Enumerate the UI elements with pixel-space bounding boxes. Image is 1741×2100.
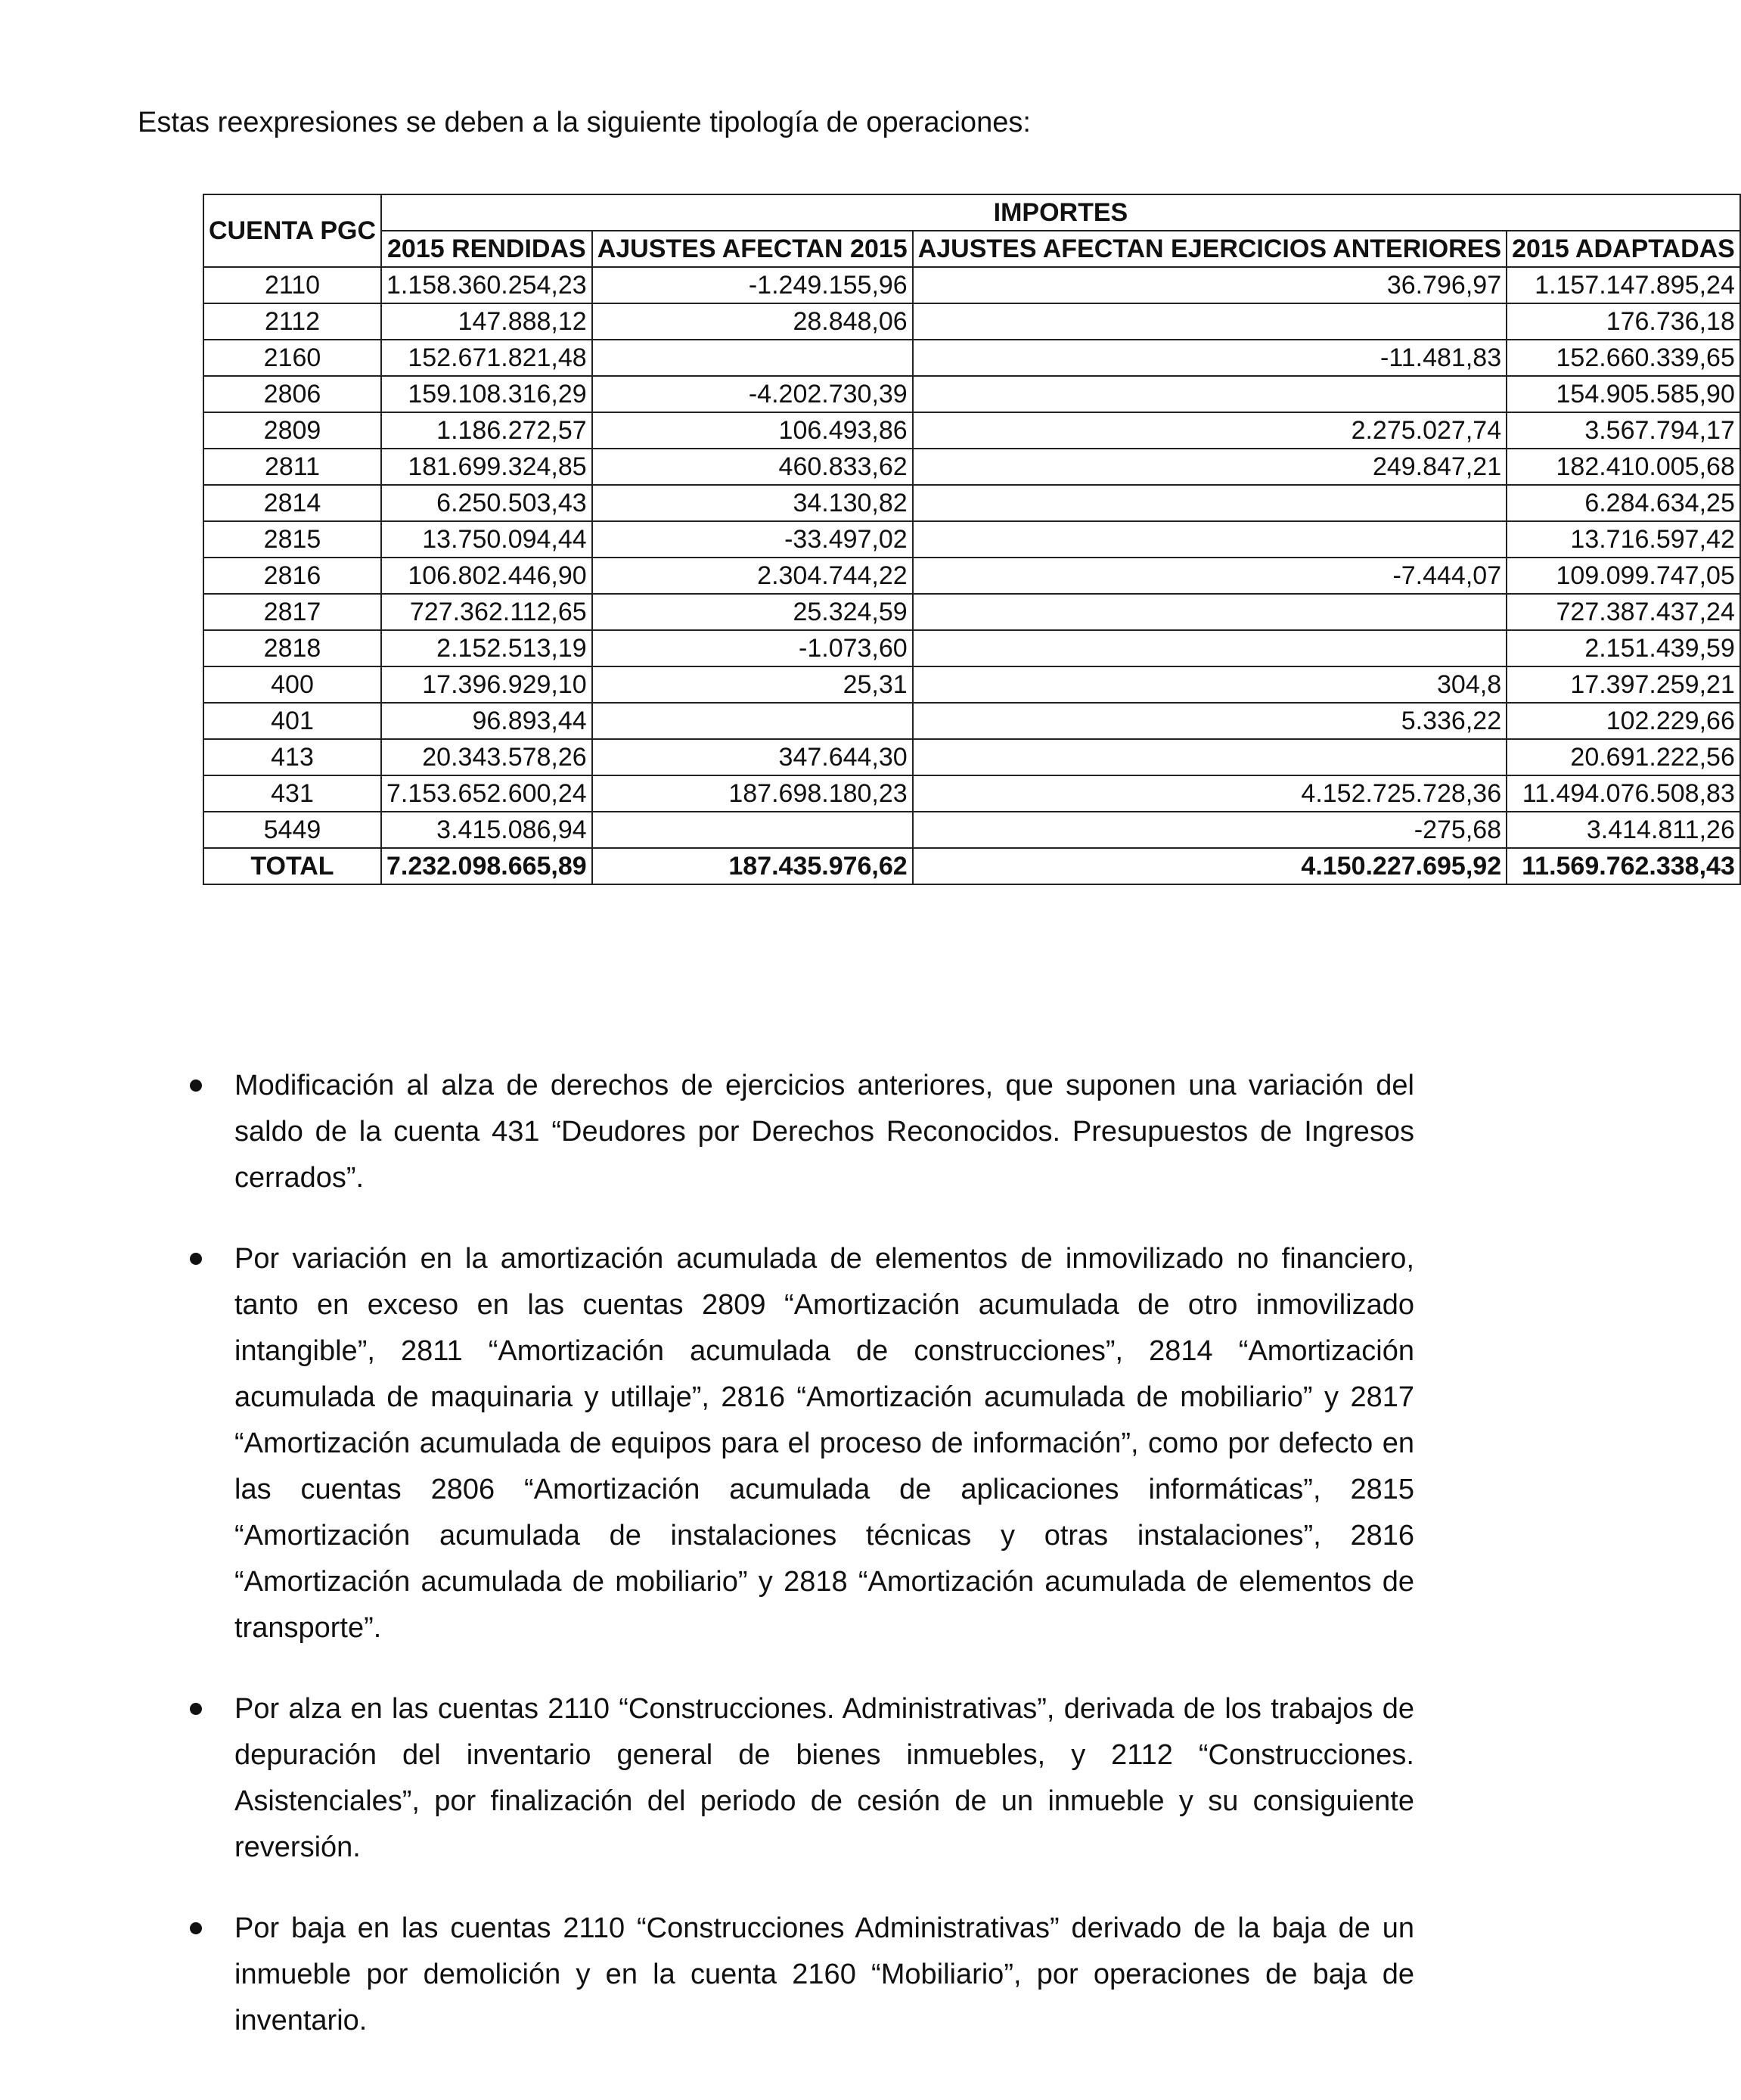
cell-cuenta: 2809 — [203, 412, 381, 449]
cell-ajustes-2015 — [592, 812, 913, 848]
cell-cuenta: 2815 — [203, 521, 381, 558]
table-row — [203, 703, 1740, 739]
table-row — [203, 812, 1740, 848]
cell-ajustes-anteriores — [913, 594, 1507, 630]
table-total-row — [203, 848, 1740, 884]
cell-2015-rendidas: 106.802.446,90 — [381, 558, 592, 594]
table-row — [203, 303, 1740, 340]
cell-cuenta: 431 — [203, 775, 381, 812]
cell-ajustes-anteriores: 2.275.027,74 — [913, 412, 1507, 449]
cell-ajustes-2015 — [592, 703, 913, 739]
cell-2015-adaptadas: 20.691.222,56 — [1507, 739, 1740, 775]
bullet-list — [0, 1063, 1414, 2079]
cell-ajustes-anteriores: 4.152.725.728,36 — [913, 775, 1507, 812]
cell-cuenta: 2816 — [203, 558, 381, 594]
cell-2015-adaptadas: 1.157.147.895,24 — [1507, 267, 1740, 303]
cell-2015-rendidas: 20.343.578,26 — [381, 739, 592, 775]
cell-2015-rendidas: 96.893,44 — [381, 703, 592, 739]
cell-cuenta: 2110 — [203, 267, 381, 303]
cell-ajustes-2015: 25.324,59 — [592, 594, 913, 630]
bullet-text: Por variación en la amortización acumulada de elementos de inmovilizado no financiero, tanto en exceso en las cuentas 2809 “Amortización acumulada de otro inmovilizado intangible”, 2811 “Amortización acumulada de construcciones”, 2814 “Amortización acumulada de maquinaria y utillaje”, 2816 “Amortización acumulada de mobiliario” y 2817 “Amortización acumulada de equipos para el proceso de información”, como por defecto en las cuentas 2806 “Amortización acumulada de aplicaciones informáticas”, 2815 “Amortización acumulada de instalaciones técnicas y otras instalaciones”, 2816 “Amortización acumulada de mobiliario” y 2818 “Amortización acumulada de elementos de transporte”. — [234, 1243, 1414, 1644]
cell-ajustes-anteriores — [913, 739, 1507, 775]
cell-ajustes-anteriores — [913, 485, 1507, 521]
cell-cuenta: 2814 — [203, 485, 381, 521]
cell-2015-adaptadas: 102.229,66 — [1507, 703, 1740, 739]
cell-2015-rendidas: 1.186.272,57 — [381, 412, 592, 449]
header-importes: IMPORTES — [381, 194, 1740, 231]
cell-2015-adaptadas: 11.494.076.508,83 — [1507, 775, 1740, 812]
table-row — [203, 594, 1740, 630]
cell-2015-adaptadas: 3.567.794,17 — [1507, 412, 1740, 449]
bullet-item — [0, 1236, 1414, 1651]
table-row — [203, 412, 1740, 449]
header-ajustes-anteriores: AJUSTES AFECTAN EJERCICIOS ANTERIORES — [913, 231, 1507, 267]
cell-cuenta: 413 — [203, 739, 381, 775]
header-cuenta-pgc: CUENTA PGC — [203, 194, 381, 267]
cell-2015-rendidas: 152.671.821,48 — [381, 340, 592, 376]
table-row — [203, 666, 1740, 703]
cell-2015-rendidas: 13.750.094,44 — [381, 521, 592, 558]
cell-ajustes-2015: -4.202.730,39 — [592, 376, 913, 412]
cell-cuenta: 2160 — [203, 340, 381, 376]
cell-ajustes-2015: 106.493,86 — [592, 412, 913, 449]
table-row — [203, 775, 1740, 812]
cell-cuenta: 2806 — [203, 376, 381, 412]
cell-2015-adaptadas: 2.151.439,59 — [1507, 630, 1740, 666]
cell-ajustes-2015: -33.497,02 — [592, 521, 913, 558]
cell-ajustes-anteriores: 249.847,21 — [913, 449, 1507, 485]
table-row — [203, 376, 1740, 412]
cell-ajustes-anteriores: 5.336,22 — [913, 703, 1507, 739]
cell-2015-rendidas: 17.396.929,10 — [381, 666, 592, 703]
cell-cuenta: 2811 — [203, 449, 381, 485]
importes-table — [203, 194, 1741, 885]
bullet-item — [0, 1906, 1414, 2044]
table-row — [203, 449, 1740, 485]
cell-2015-rendidas: 1.158.360.254,23 — [381, 267, 592, 303]
cell-2015-rendidas: 147.888,12 — [381, 303, 592, 340]
cell-2015-rendidas: 3.415.086,94 — [381, 812, 592, 848]
cell-2015-adaptadas: 176.736,18 — [1507, 303, 1740, 340]
cell-cuenta: 2817 — [203, 594, 381, 630]
cell-ajustes-anteriores: 4.150.227.695,92 — [913, 848, 1507, 884]
cell-ajustes-anteriores — [913, 303, 1507, 340]
cell-ajustes-2015 — [592, 340, 913, 376]
cell-ajustes-2015: -1.249.155,96 — [592, 267, 913, 303]
cell-2015-adaptadas: 11.569.762.338,43 — [1507, 848, 1740, 884]
cell-cuenta: 5449 — [203, 812, 381, 848]
table-body — [203, 267, 1740, 884]
cell-ajustes-anteriores: 36.796,97 — [913, 267, 1507, 303]
cell-2015-adaptadas: 727.387.437,24 — [1507, 594, 1740, 630]
bullet-dot-icon — [190, 1703, 202, 1715]
header-ajustes-2015: AJUSTES AFECTAN 2015 — [592, 231, 913, 267]
cell-2015-adaptadas: 109.099.747,05 — [1507, 558, 1740, 594]
cell-ajustes-anteriores: -7.444,07 — [913, 558, 1507, 594]
bullet-dot-icon — [190, 1253, 202, 1265]
cell-ajustes-anteriores — [913, 521, 1507, 558]
cell-2015-rendidas: 6.250.503,43 — [381, 485, 592, 521]
cell-ajustes-2015: 187.698.180,23 — [592, 775, 913, 812]
cell-ajustes-2015: 347.644,30 — [592, 739, 913, 775]
cell-2015-adaptadas: 6.284.634,25 — [1507, 485, 1740, 521]
cell-ajustes-2015: 187.435.976,62 — [592, 848, 913, 884]
cell-cuenta: 401 — [203, 703, 381, 739]
intro-paragraph: Estas reexpresiones se deben a la siguiente tipología de operaciones: — [138, 107, 1031, 138]
table-row — [203, 267, 1740, 303]
cell-2015-rendidas: 7.153.652.600,24 — [381, 775, 592, 812]
table-row — [203, 521, 1740, 558]
cell-2015-adaptadas: 154.905.585,90 — [1507, 376, 1740, 412]
bullet-text: Modificación al alza de derechos de ejercicios anteriores, que suponen una variación del saldo de la cuenta 431 “Deudores por Derechos Reconocidos. Presupuestos de Ingresos cerrados”. — [234, 1070, 1414, 1194]
table-row — [203, 630, 1740, 666]
cell-2015-adaptadas: 13.716.597,42 — [1507, 521, 1740, 558]
bullet-dot-icon — [190, 1080, 202, 1092]
cell-2015-rendidas: 181.699.324,85 — [381, 449, 592, 485]
cell-cuenta: 400 — [203, 666, 381, 703]
table-row — [203, 485, 1740, 521]
cell-ajustes-anteriores: -11.481,83 — [913, 340, 1507, 376]
cell-cuenta: TOTAL — [203, 848, 381, 884]
bullet-text: Por baja en las cuentas 2110 “Construcciones Administrativas” derivado de la baja de un inmueble por demolición y en la cuenta 2160 “Mobiliario”, por operaciones de baja de inventario. — [234, 1912, 1414, 2036]
cell-2015-rendidas: 727.362.112,65 — [381, 594, 592, 630]
cell-2015-adaptadas: 17.397.259,21 — [1507, 666, 1740, 703]
cell-ajustes-anteriores: 304,8 — [913, 666, 1507, 703]
cell-ajustes-2015: 28.848,06 — [592, 303, 913, 340]
cell-ajustes-anteriores — [913, 630, 1507, 666]
table-row — [203, 340, 1740, 376]
table-row — [203, 739, 1740, 775]
bullet-item — [0, 1063, 1414, 1201]
cell-2015-rendidas: 159.108.316,29 — [381, 376, 592, 412]
cell-cuenta: 2818 — [203, 630, 381, 666]
cell-ajustes-anteriores: -275,68 — [913, 812, 1507, 848]
cell-2015-rendidas: 2.152.513,19 — [381, 630, 592, 666]
cell-cuenta: 2112 — [203, 303, 381, 340]
cell-ajustes-2015: 460.833,62 — [592, 449, 913, 485]
table-row — [203, 558, 1740, 594]
cell-2015-rendidas: 7.232.098.665,89 — [381, 848, 592, 884]
header-2015-adaptadas: 2015 ADAPTADAS — [1507, 231, 1740, 267]
cell-ajustes-anteriores — [913, 376, 1507, 412]
cell-ajustes-2015: -1.073,60 — [592, 630, 913, 666]
cell-2015-adaptadas: 182.410.005,68 — [1507, 449, 1740, 485]
cell-ajustes-2015: 2.304.744,22 — [592, 558, 913, 594]
cell-ajustes-2015: 25,31 — [592, 666, 913, 703]
cell-ajustes-2015: 34.130,82 — [592, 485, 913, 521]
header-2015-rendidas: 2015 RENDIDAS — [381, 231, 592, 267]
cell-2015-adaptadas: 3.414.811,26 — [1507, 812, 1740, 848]
bullet-item — [0, 1686, 1414, 1871]
bullet-text: Por alza en las cuentas 2110 “Construcciones. Administrativas”, derivada de los trabajos de depuración del inventario general de bienes inmuebles, y 2112 “Construcciones. Asistenciales”, por finalización del periodo de cesión de un inmueble y su consiguiente reversión. — [234, 1693, 1414, 1863]
bullet-dot-icon — [190, 1922, 202, 1934]
cell-2015-adaptadas: 152.660.339,65 — [1507, 340, 1740, 376]
